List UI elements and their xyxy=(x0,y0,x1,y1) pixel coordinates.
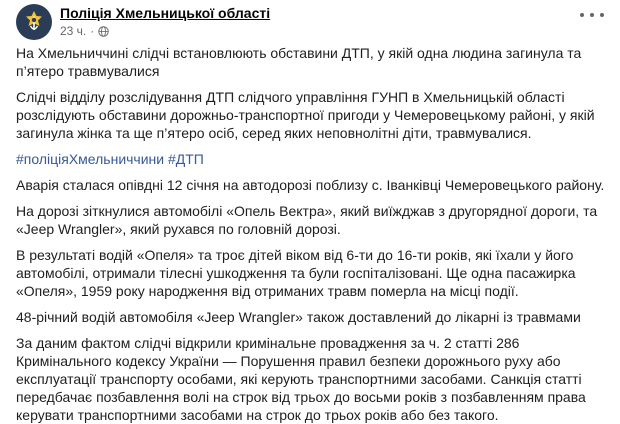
post-hashtags xyxy=(16,150,606,168)
post-header xyxy=(16,0,606,44)
post-submeta xyxy=(60,24,270,39)
meta-separator: · xyxy=(90,24,95,38)
post-paragraph: Аварія сталася опівдні 12 січня на автодорозі поблизу с. Іванківці Чемеровецького району. xyxy=(16,177,605,193)
post-timestamp[interactable]: 23 ч. xyxy=(60,24,87,38)
post-paragraph: За даним фактом слідчі відкрили кримінальне провадження за ч. 2 статті 286 Кримінального кодексу України — Порушення правил безпеки дорожнього руху або експлуатації транспорту особами, які керують транспортними засобами. Санкція статті передбачає позбавлення волі на строк від трьох до восьми років з позбавленням права керувати транспортними засобами на строк до трьох років або без такого. xyxy=(16,335,586,423)
more-dots-icon[interactable] xyxy=(580,8,604,22)
more-dot xyxy=(580,13,584,17)
more-dot xyxy=(600,13,604,17)
more-dot xyxy=(590,13,594,17)
post-paragraph: В результаті водій «Опеля» та троє дітей віком від 6-ти до 16-ти років, які їхали у його автомобілі, отримали тілесні ушкодження та були госпіталізовані. Ще одна пасажирка «Опеля», 1959 року народження від отриманих травм померла на місці події. xyxy=(16,247,576,299)
globe-icon[interactable] xyxy=(98,26,109,37)
post-paragraph: На дорозі зіткнулися автомобілі «Опель Вектра», який виїжджав з другорядної дороги, та «Jeep Wrangler», який рухався по головній дорозі. xyxy=(16,203,598,237)
post-paragraph: 48-річний водій автомобіля «Jeep Wrangler» також доставлений до лікарні із травмами xyxy=(16,309,581,325)
post-meta xyxy=(60,4,270,39)
page-name-link[interactable]: Поліція Хмельницької області xyxy=(60,5,271,21)
post-headline: На Хмельниччині слідчі встановлюють обставини ДТП, у якій одна людина загинула та п’ятеро травмувалися xyxy=(16,45,582,79)
post-intro: Слідчі відділу розслідування ДТП слідчого управління ГУНП в Хмельницькій області розслідують обставини дорожньо-транспортної пригоди у Чемеровецькому районі, у якій загинула жінка та ще п’ятеро осіб, серед яких неповнолітні діти, травмувалися. xyxy=(16,89,595,141)
page-avatar[interactable] xyxy=(16,4,52,40)
hashtag-link[interactable]: #ДТП xyxy=(167,151,204,167)
hashtag-link[interactable]: #поліціяХмельниччини xyxy=(16,151,165,167)
post-body xyxy=(16,44,606,424)
police-emblem-icon xyxy=(23,10,45,34)
